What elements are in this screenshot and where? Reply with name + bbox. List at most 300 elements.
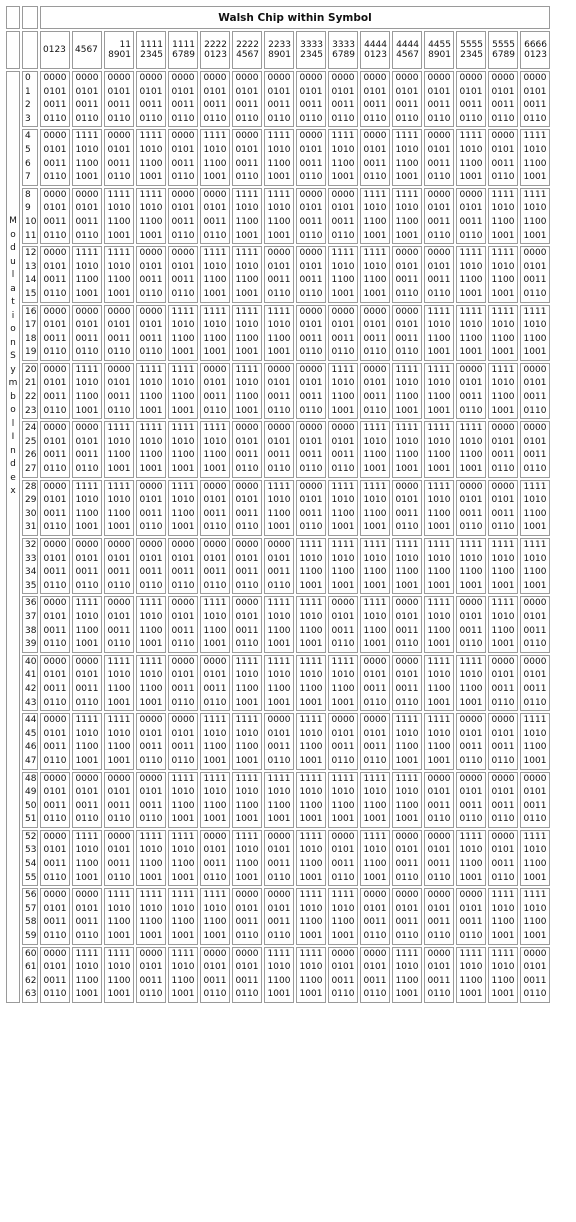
walsh-chip-cell: 0000 0101 0011 0110 [264,421,294,477]
walsh-chip-cell: 0000 0101 0011 0110 [360,713,390,769]
walsh-chip-cell: 0000 0101 0011 0110 [40,129,70,185]
table-row [6,830,550,886]
row-index: 40 41 42 43 [22,655,38,711]
walsh-chip-cell: 1111 1010 1100 1001 [520,188,550,244]
walsh-chip-cell: 0000 0101 0011 0110 [136,246,166,302]
walsh-chip-cell: 1111 1010 1100 1001 [360,596,390,652]
table-title: Walsh Chip within Symbol [40,6,550,29]
walsh-chip-cell: 0000 0101 0011 0110 [488,713,518,769]
walsh-chip-cell: 0000 0101 0011 0110 [168,129,198,185]
walsh-chip-cell: 1111 1010 1100 1001 [232,830,262,886]
walsh-chip-cell: 0000 0101 0011 0110 [200,655,230,711]
walsh-chip-cell: 0000 0101 0011 0110 [40,655,70,711]
walsh-chip-cell: 0000 0101 0011 0110 [264,713,294,769]
walsh-chip-cell: 1111 1010 1100 1001 [520,480,550,536]
walsh-chip-cell: 1111 1010 1100 1001 [168,305,198,361]
walsh-chip-cell: 1111 1010 1100 1001 [104,421,134,477]
walsh-chip-cell: 0000 0101 0011 0110 [360,363,390,419]
walsh-chip-cell: 1111 1010 1100 1001 [168,772,198,828]
row-index: 44 45 46 47 [22,713,38,769]
walsh-chip-cell: 1111 1010 1100 1001 [72,713,102,769]
walsh-chip-cell: 0000 0101 0011 0110 [72,655,102,711]
column-header: 4444 0123 [360,31,390,69]
walsh-chip-cell: 1111 1010 1100 1001 [104,888,134,944]
walsh-chip-cell: 0000 0101 0011 0110 [264,830,294,886]
walsh-chip-cell: 1111 1010 1100 1001 [168,947,198,1003]
row-index: 60 61 62 63 [22,947,38,1003]
walsh-chip-cell: 0000 0101 0011 0110 [328,421,358,477]
column-header: 0123 [40,31,70,69]
header-row [6,31,550,69]
walsh-chip-cell: 1111 1010 1100 1001 [72,246,102,302]
walsh-chip-cell: 1111 1010 1100 1001 [456,947,486,1003]
table-row [6,246,550,302]
walsh-chip-cell: 1111 1010 1100 1001 [136,188,166,244]
corner-cell [22,31,38,69]
walsh-chip-cell: 1111 1010 1100 1001 [520,888,550,944]
walsh-chip-cell: 0000 0101 0011 0110 [232,480,262,536]
walsh-chip-cell: 1111 1010 1100 1001 [296,538,326,594]
walsh-chip-cell: 1111 1010 1100 1001 [232,772,262,828]
walsh-chip-cell: 1111 1010 1100 1001 [72,363,102,419]
walsh-chip-cell: 1111 1010 1100 1001 [264,655,294,711]
table-row [6,363,550,419]
walsh-chip-cell: 0000 0101 0011 0110 [392,246,422,302]
walsh-chip-cell: 1111 1010 1100 1001 [168,421,198,477]
walsh-chip-cell: 1111 1010 1100 1001 [328,246,358,302]
walsh-chip-cell: 0000 0101 0011 0110 [168,596,198,652]
walsh-chip-cell: 0000 0101 0011 0110 [392,480,422,536]
row-index: 0 1 2 3 [22,71,38,127]
walsh-chip-cell: 1111 1010 1100 1001 [424,538,454,594]
walsh-chip-cell: 0000 0101 0011 0110 [72,188,102,244]
walsh-chip-cell: 1111 1010 1100 1001 [456,538,486,594]
table-row [6,421,550,477]
walsh-chip-cell: 0000 0101 0011 0110 [136,71,166,127]
walsh-chip-cell: 1111 1010 1100 1001 [168,480,198,536]
walsh-chip-cell: 0000 0101 0011 0110 [456,71,486,127]
walsh-chip-cell: 0000 0101 0011 0110 [232,888,262,944]
walsh-chip-cell: 1111 1010 1100 1001 [264,772,294,828]
walsh-chip-cell: 0000 0101 0011 0110 [392,305,422,361]
table-row [6,538,550,594]
walsh-chip-cell: 0000 0101 0011 0110 [328,188,358,244]
walsh-chip-cell: 0000 0101 0011 0110 [40,71,70,127]
walsh-chip-cell: 1111 1010 1100 1001 [264,947,294,1003]
walsh-chip-cell: 0000 0101 0011 0110 [328,596,358,652]
walsh-chip-cell: 1111 1010 1100 1001 [424,713,454,769]
table-body [6,6,550,1003]
walsh-chip-cell: 1111 1010 1100 1001 [200,305,230,361]
walsh-chip-cell: 1111 1010 1100 1001 [72,830,102,886]
walsh-chip-cell: 0000 0101 0011 0110 [296,129,326,185]
walsh-chip-cell: 0000 0101 0011 0110 [40,188,70,244]
walsh-chip-cell: 1111 1010 1100 1001 [264,129,294,185]
walsh-chip-cell: 1111 1010 1100 1001 [328,129,358,185]
walsh-chip-cell: 0000 0101 0011 0110 [424,888,454,944]
walsh-chip-cell: 1111 1010 1100 1001 [392,947,422,1003]
walsh-chip-cell: 1111 1010 1100 1001 [520,538,550,594]
walsh-chip-cell: 0000 0101 0011 0110 [328,830,358,886]
walsh-chip-cell: 1111 1010 1100 1001 [488,363,518,419]
walsh-chip-cell: 0000 0101 0011 0110 [136,480,166,536]
walsh-chip-cell: 0000 0101 0011 0110 [168,188,198,244]
walsh-chip-cell: 1111 1010 1100 1001 [232,188,262,244]
walsh-chip-cell: 0000 0101 0011 0110 [200,830,230,886]
walsh-chip-cell: 1111 1010 1100 1001 [328,888,358,944]
walsh-chip-cell: 0000 0101 0011 0110 [72,71,102,127]
walsh-chip-cell: 1111 1010 1100 1001 [104,188,134,244]
walsh-chip-cell: 0000 0101 0011 0110 [40,480,70,536]
walsh-chip-cell: 0000 0101 0011 0110 [40,830,70,886]
walsh-chip-cell: 0000 0101 0011 0110 [360,655,390,711]
walsh-chip-cell: 1111 1010 1100 1001 [520,129,550,185]
walsh-chip-cell: 0000 0101 0011 0110 [200,188,230,244]
walsh-chip-cell: 0000 0101 0011 0110 [360,888,390,944]
walsh-chip-cell: 0000 0101 0011 0110 [168,246,198,302]
walsh-chip-cell: 1111 1010 1100 1001 [424,655,454,711]
walsh-chip-cell: 0000 0101 0011 0110 [296,188,326,244]
column-header: 6666 0123 [520,31,550,69]
corner-cell [6,6,20,29]
table-row [6,188,550,244]
column-header: 4567 [72,31,102,69]
walsh-chip-cell: 1111 1010 1100 1001 [488,246,518,302]
walsh-table [4,4,552,1005]
walsh-chip-cell: 0000 0101 0011 0110 [296,480,326,536]
walsh-chip-cell: 1111 1010 1100 1001 [328,772,358,828]
walsh-chip-cell: 0000 0101 0011 0110 [104,129,134,185]
walsh-chip-cell: 1111 1010 1100 1001 [72,947,102,1003]
walsh-chip-cell: 0000 0101 0011 0110 [456,596,486,652]
column-header: 2233 8901 [264,31,294,69]
column-header: 11 8901 [104,31,134,69]
walsh-chip-cell: 1111 1010 1100 1001 [424,363,454,419]
walsh-chip-cell: 1111 1010 1100 1001 [360,188,390,244]
walsh-chip-cell: 1111 1010 1100 1001 [264,305,294,361]
walsh-chip-cell: 0000 0101 0011 0110 [360,129,390,185]
walsh-chip-cell: 0000 0101 0011 0110 [424,772,454,828]
walsh-chip-cell: 1111 1010 1100 1001 [104,480,134,536]
walsh-chip-cell: 1111 1010 1100 1001 [424,305,454,361]
walsh-chip-cell: 0000 0101 0011 0110 [424,246,454,302]
walsh-chip-cell: 0000 0101 0011 0110 [200,71,230,127]
walsh-chip-cell: 1111 1010 1100 1001 [328,655,358,711]
walsh-chip-cell: 0000 0101 0011 0110 [40,772,70,828]
walsh-chip-cell: 0000 0101 0011 0110 [264,888,294,944]
walsh-chip-cell: 0000 0101 0011 0110 [424,188,454,244]
column-header: 3333 6789 [328,31,358,69]
walsh-chip-cell: 0000 0101 0011 0110 [328,71,358,127]
walsh-chip-cell: 1111 1010 1100 1001 [296,772,326,828]
walsh-chip-cell: 1111 1010 1100 1001 [424,596,454,652]
walsh-chip-cell: 0000 0101 0011 0110 [200,363,230,419]
walsh-chip-cell: 0000 0101 0011 0110 [488,772,518,828]
walsh-chip-cell: 0000 0101 0011 0110 [232,538,262,594]
row-index: 56 57 58 59 [22,888,38,944]
walsh-chip-cell: 1111 1010 1100 1001 [296,947,326,1003]
title-row [6,6,550,29]
walsh-chip-cell: 0000 0101 0011 0110 [424,830,454,886]
walsh-chip-cell: 0000 0101 0011 0110 [136,772,166,828]
walsh-chip-cell: 0000 0101 0011 0110 [264,246,294,302]
walsh-chip-cell: 0000 0101 0011 0110 [392,830,422,886]
walsh-chip-cell: 1111 1010 1100 1001 [232,305,262,361]
walsh-chip-cell: 1111 1010 1100 1001 [488,596,518,652]
walsh-chip-cell: 0000 0101 0011 0110 [520,655,550,711]
column-header: 5555 2345 [456,31,486,69]
walsh-chip-cell: 0000 0101 0011 0110 [456,772,486,828]
row-index: 16 17 18 19 [22,305,38,361]
walsh-chip-cell: 0000 0101 0011 0110 [104,363,134,419]
walsh-chip-cell: 0000 0101 0011 0110 [168,538,198,594]
walsh-chip-cell: 1111 1010 1100 1001 [104,947,134,1003]
walsh-chip-cell: 1111 1010 1100 1001 [360,538,390,594]
walsh-chip-cell: 0000 0101 0011 0110 [200,947,230,1003]
walsh-chip-cell: 1111 1010 1100 1001 [296,713,326,769]
walsh-chip-cell: 1111 1010 1100 1001 [360,246,390,302]
walsh-chip-cell: 0000 0101 0011 0110 [520,947,550,1003]
walsh-chip-cell: 0000 0101 0011 0110 [424,947,454,1003]
walsh-chip-cell: 1111 1010 1100 1001 [168,888,198,944]
walsh-chip-cell: 1111 1010 1100 1001 [72,129,102,185]
walsh-chip-cell: 0000 0101 0011 0110 [104,71,134,127]
walsh-chip-cell: 1111 1010 1100 1001 [392,421,422,477]
walsh-chip-cell: 1111 1010 1100 1001 [296,830,326,886]
walsh-chip-cell: 0000 0101 0011 0110 [40,305,70,361]
column-header: 4455 8901 [424,31,454,69]
walsh-chip-cell: 1111 1010 1100 1001 [360,421,390,477]
walsh-chip-cell: 1111 1010 1100 1001 [136,363,166,419]
walsh-chip-cell: 0000 0101 0011 0110 [488,655,518,711]
walsh-chip-cell: 1111 1010 1100 1001 [296,655,326,711]
walsh-chip-cell: 1111 1010 1100 1001 [424,421,454,477]
walsh-chip-cell: 1111 1010 1100 1001 [456,129,486,185]
walsh-chip-cell: 0000 0101 0011 0110 [136,305,166,361]
column-header: 1111 6789 [168,31,198,69]
walsh-chip-cell: 0000 0101 0011 0110 [104,830,134,886]
walsh-chip-cell: 1111 1010 1100 1001 [392,772,422,828]
walsh-chip-cell: 0000 0101 0011 0110 [520,421,550,477]
walsh-chip-cell: 1111 1010 1100 1001 [296,888,326,944]
walsh-chip-cell: 1111 1010 1100 1001 [392,188,422,244]
walsh-chip-cell: 0000 0101 0011 0110 [360,947,390,1003]
walsh-chip-cell: 0000 0101 0011 0110 [168,655,198,711]
corner-cell [6,31,20,69]
walsh-chip-cell: 1111 1010 1100 1001 [520,713,550,769]
walsh-chip-cell: 1111 1010 1100 1001 [264,480,294,536]
walsh-chip-cell: 0000 0101 0011 0110 [424,129,454,185]
walsh-chip-cell: 1111 1010 1100 1001 [104,246,134,302]
walsh-chip-cell: 1111 1010 1100 1001 [360,772,390,828]
walsh-chip-cell: 0000 0101 0011 0110 [456,480,486,536]
walsh-chip-cell: 1111 1010 1100 1001 [104,713,134,769]
walsh-chip-cell: 0000 0101 0011 0110 [104,305,134,361]
walsh-chip-cell: 0000 0101 0011 0110 [200,538,230,594]
walsh-chip-cell: 1111 1010 1100 1001 [136,421,166,477]
walsh-chip-cell: 0000 0101 0011 0110 [392,596,422,652]
walsh-chip-cell: 1111 1010 1100 1001 [200,421,230,477]
walsh-chip-cell: 0000 0101 0011 0110 [136,947,166,1003]
walsh-chip-cell: 1111 1010 1100 1001 [136,129,166,185]
walsh-chip-cell: 0000 0101 0011 0110 [232,947,262,1003]
row-index: 20 21 22 23 [22,363,38,419]
walsh-chip-cell: 0000 0101 0011 0110 [296,246,326,302]
walsh-chip-cell: 1111 1010 1100 1001 [488,947,518,1003]
walsh-chip-cell: 0000 0101 0011 0110 [232,129,262,185]
walsh-chip-cell: 0000 0101 0011 0110 [424,71,454,127]
table-row [6,480,550,536]
walsh-chip-cell: 1111 1010 1100 1001 [328,480,358,536]
table-row [6,772,550,828]
walsh-chip-cell: 1111 1010 1100 1001 [424,480,454,536]
table-row [6,713,550,769]
modulation-symbol-index-label: M o d u l a t i o n S y m b o l I n d e x [6,71,20,1003]
walsh-chip-cell: 0000 0101 0011 0110 [72,421,102,477]
walsh-chip-cell: 1111 1010 1100 1001 [104,655,134,711]
walsh-chip-cell: 1111 1010 1100 1001 [168,363,198,419]
walsh-chip-cell: 0000 0101 0011 0110 [520,596,550,652]
walsh-chip-cell: 1111 1010 1100 1001 [232,655,262,711]
walsh-chip-cell: 0000 0101 0011 0110 [296,363,326,419]
walsh-chip-cell: 0000 0101 0011 0110 [72,772,102,828]
walsh-chip-cell: 0000 0101 0011 0110 [456,188,486,244]
walsh-chip-cell: 0000 0101 0011 0110 [104,538,134,594]
walsh-chip-cell: 1111 1010 1100 1001 [264,188,294,244]
column-header: 2222 0123 [200,31,230,69]
walsh-chip-cell: 1111 1010 1100 1001 [72,480,102,536]
walsh-chip-cell: 0000 0101 0011 0110 [40,888,70,944]
walsh-chip-cell: 0000 0101 0011 0110 [136,538,166,594]
walsh-chip-cell: 0000 0101 0011 0110 [264,538,294,594]
walsh-chip-cell: 0000 0101 0011 0110 [40,538,70,594]
row-index: 24 25 26 27 [22,421,38,477]
walsh-chip-cell: 0000 0101 0011 0110 [40,596,70,652]
walsh-chip-cell: 1111 1010 1100 1001 [392,129,422,185]
walsh-chip-cell: 0000 0101 0011 0110 [232,596,262,652]
walsh-chip-cell: 1111 1010 1100 1001 [392,363,422,419]
walsh-chip-cell: 0000 0101 0011 0110 [488,480,518,536]
walsh-chip-cell: 0000 0101 0011 0110 [232,71,262,127]
table-row [6,888,550,944]
walsh-chip-cell: 0000 0101 0011 0110 [264,71,294,127]
walsh-chip-cell: 0000 0101 0011 0110 [328,305,358,361]
walsh-chip-cell: 0000 0101 0011 0110 [40,947,70,1003]
walsh-chip-cell: 1111 1010 1100 1001 [456,305,486,361]
walsh-chip-cell: 0000 0101 0011 0110 [40,713,70,769]
walsh-chip-cell: 1111 1010 1100 1001 [200,713,230,769]
walsh-chip-cell: 1111 1010 1100 1001 [136,830,166,886]
walsh-chip-cell: 1111 1010 1100 1001 [200,246,230,302]
row-index: 52 53 54 55 [22,830,38,886]
walsh-chip-cell: 1111 1010 1100 1001 [168,830,198,886]
table-row [6,129,550,185]
walsh-chip-cell: 0000 0101 0011 0110 [520,246,550,302]
walsh-chip-cell: 0000 0101 0011 0110 [296,421,326,477]
walsh-chip-cell: 0000 0101 0011 0110 [488,421,518,477]
walsh-chip-cell: 1111 1010 1100 1001 [456,655,486,711]
walsh-chip-cell: 0000 0101 0011 0110 [104,596,134,652]
walsh-chip-cell: 0000 0101 0011 0110 [488,129,518,185]
walsh-chip-cell: 1111 1010 1100 1001 [136,596,166,652]
walsh-chip-cell: 0000 0101 0011 0110 [360,305,390,361]
walsh-chip-cell: 1111 1010 1100 1001 [360,480,390,536]
walsh-chip-cell: 1111 1010 1100 1001 [360,830,390,886]
walsh-chip-cell: 0000 0101 0011 0110 [136,713,166,769]
walsh-chip-cell: 0000 0101 0011 0110 [488,71,518,127]
walsh-chip-cell: 0000 0101 0011 0110 [488,830,518,886]
walsh-chip-cell: 0000 0101 0011 0110 [200,480,230,536]
table-row [6,947,550,1003]
walsh-chip-cell: 1111 1010 1100 1001 [520,305,550,361]
walsh-chip-cell: 0000 0101 0011 0110 [72,888,102,944]
walsh-chip-cell: 0000 0101 0011 0110 [40,421,70,477]
walsh-chip-cell: 1111 1010 1100 1001 [136,655,166,711]
column-header: 3333 2345 [296,31,326,69]
walsh-chip-cell: 1111 1010 1100 1001 [520,830,550,886]
walsh-chip-cell: 1111 1010 1100 1001 [488,888,518,944]
walsh-chip-cell: 1111 1010 1100 1001 [72,596,102,652]
walsh-chip-cell: 0000 0101 0011 0110 [72,538,102,594]
column-header: 4444 4567 [392,31,422,69]
walsh-chip-cell: 0000 0101 0011 0110 [40,363,70,419]
table-row [6,655,550,711]
walsh-chip-cell: 1111 1010 1100 1001 [456,246,486,302]
walsh-chip-cell: 1111 1010 1100 1001 [264,596,294,652]
row-index: 32 33 34 35 [22,538,38,594]
row-index: 12 13 14 15 [22,246,38,302]
column-header: 5555 6789 [488,31,518,69]
row-index: 28 29 30 31 [22,480,38,536]
walsh-chip-cell: 0000 0101 0011 0110 [296,71,326,127]
walsh-chip-cell: 0000 0101 0011 0110 [328,947,358,1003]
row-index: 4 5 6 7 [22,129,38,185]
walsh-chip-cell: 0000 0101 0011 0110 [264,363,294,419]
walsh-chip-cell: 1111 1010 1100 1001 [296,596,326,652]
walsh-chip-cell: 0000 0101 0011 0110 [360,71,390,127]
row-index: 48 49 50 51 [22,772,38,828]
table-row [6,305,550,361]
walsh-chip-cell: 0000 0101 0011 0110 [520,772,550,828]
walsh-chip-cell: 0000 0101 0011 0110 [40,246,70,302]
walsh-chip-cell: 1111 1010 1100 1001 [488,188,518,244]
walsh-chip-cell: 0000 0101 0011 0110 [392,655,422,711]
walsh-chip-cell: 0000 0101 0011 0110 [104,772,134,828]
walsh-chip-cell: 1111 1010 1100 1001 [232,246,262,302]
walsh-chip-cell: 1111 1010 1100 1001 [488,305,518,361]
walsh-chip-cell: 0000 0101 0011 0110 [520,71,550,127]
walsh-chip-cell: 1111 1010 1100 1001 [488,538,518,594]
walsh-chip-cell: 1111 1010 1100 1001 [200,596,230,652]
walsh-chip-cell: 0000 0101 0011 0110 [392,71,422,127]
walsh-chip-cell: 0000 0101 0011 0110 [72,305,102,361]
walsh-chip-cell: 1111 1010 1100 1001 [136,888,166,944]
walsh-chip-cell: 0000 0101 0011 0110 [168,71,198,127]
walsh-chip-cell: 1111 1010 1100 1001 [200,772,230,828]
walsh-chip-cell: 0000 0101 0011 0110 [456,363,486,419]
walsh-chip-cell: 1111 1010 1100 1001 [392,538,422,594]
walsh-chip-cell: 1111 1010 1100 1001 [232,363,262,419]
walsh-chip-cell: 0000 0101 0011 0110 [392,888,422,944]
row-index: 8 9 10 11 [22,188,38,244]
walsh-chip-cell: 1111 1010 1100 1001 [200,888,230,944]
walsh-chip-cell: 0000 0101 0011 0110 [232,421,262,477]
column-header: 1111 2345 [136,31,166,69]
walsh-chip-cell: 1111 1010 1100 1001 [328,538,358,594]
table-row [6,71,550,127]
column-header: 2222 4567 [232,31,262,69]
walsh-chip-cell: 0000 0101 0011 0110 [168,713,198,769]
